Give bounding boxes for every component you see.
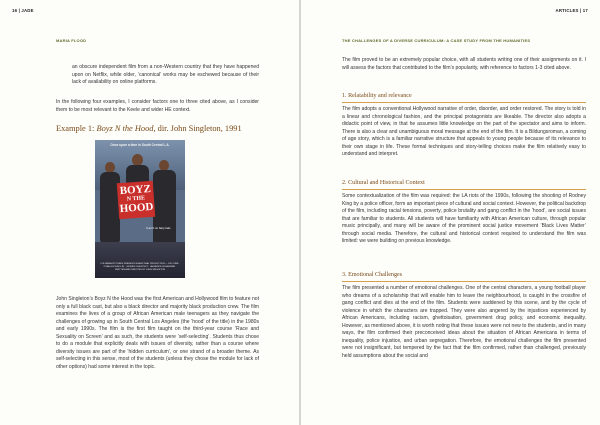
poster-title-line: BOYZ	[119, 182, 152, 198]
poster-credits: COLUMBIA PICTURES PRESENTS A NEW DEAL PRODUCTION — ICE CUBE · CUBA GOODING JR. · MORRIS CHESTNUT · LAURENCE FISHBURNE · WRITTEN AND DIRECTED BY JOHN SINGLETON	[100, 263, 180, 271]
section-tag-left: MARIA FLOOD	[56, 38, 87, 43]
subheading-relatability: 1. Relatability and relevance	[342, 93, 412, 99]
poster-figure	[153, 170, 176, 245]
subheading-emotional: 3. Emotional Challenges	[342, 272, 403, 278]
right-page	[301, 0, 600, 425]
section-1-paragraph: The film adopts a conventional Hollywood narrative of order, disorder, and order restored. The story is told in a linear and chronological fashion, and the principal protagonists are likeable. The director also adopts a didactic point of view, in that he assumes little knowledge on the part of the spectator and aims to inform. There is also a clear and unambiguous moral message at the end of the film. It is a Bildungsroman, a coming of age story, which is a familiar narrative structure that appeals to young people because of its relevance to their own stage in life. These formal techniques and story-telling choices make the film relatively easy to understand and interpret.	[342, 106, 586, 158]
section-1-block	[342, 106, 586, 166]
left-page	[0, 0, 299, 425]
section-3-paragraph: The film presented a number of emotional challenges. One of the central characters, a young football player who dreams of a scholarship that will enable him to leave the neighbourhood, is caught in the crossfire of gang conflict and dies at the end of the film. Students were saddened by this scene, and by the cycle of violence in which the characters are trapped. They were also angered by the injustices experienced by African Americans, including racism, ghettoisation, government drug policy, and economic inequality. However, as mentioned above, it is worth noting that these issues were not new to the students, and in many ways, the film confirmed their preconceived ideas about the situation of African Americans in terms of inequality, police injustice, and urban segregation. Therefore, the emotional challenges the film presented were not insignificant, but tempered by the fact that the film confirmed, rather than challenged, previously held assumptions about the social and	[342, 285, 586, 359]
example-heading	[56, 124, 242, 133]
example-heading-title: Boyz N the Hood	[96, 124, 154, 133]
indented-quote	[72, 64, 259, 94]
movie-poster-image	[95, 140, 185, 278]
intro-paragraph-right: The film proved to be an extremely popular choice, with all students writing one of their assignments on it. I will assess the factors that contributed to the film’s popularity, with reference to factors 1-3 cited above.	[342, 57, 586, 71]
intro-block	[56, 99, 259, 121]
running-head-right: ARTICLES | 17	[555, 8, 588, 13]
intro-block-right	[342, 57, 586, 79]
poster-title-line: HOOD	[119, 200, 154, 216]
poster-title-block	[117, 181, 155, 219]
poster-title-line: N THE	[126, 195, 146, 203]
closing-block	[56, 296, 259, 378]
subheading-context: 2. Cultural and Historical Context	[342, 180, 425, 186]
poster-tagline: Once upon a time in South Central L.A.	[110, 143, 170, 147]
heading-rule	[342, 102, 586, 103]
section-3-block	[342, 285, 586, 367]
quote-paragraph: an obscure independent film from a non-Western country that they have happened upon on Netflix, while older, ‘canonical’ works may be eschewed because of their lack of availability on online platforms.	[72, 64, 259, 86]
section-2-paragraph: Some contextualization of the film was required: the LA riots of the 1990s, following the shooting of Rodney King by a police officer, form an important piece of cultural and social context. However, the political backdrop of the film, including racial tensions, poverty, police brutality and gang conflict in the ‘hood’, are social issues that are familiar to students. All students will have familiarity with African American culture, through popular music principally, and many will be aware of the prominent social justice movement ‘Black Lives Matter’ through social media. Therefore, the cultural and historical context required to understand the film was limited: we were building on previous knowledge.	[342, 193, 586, 245]
heading-rule	[342, 189, 586, 190]
running-head-left: 16 | JADE	[12, 8, 34, 13]
intro-paragraph: In the following four examples, I consider factors one to three cited above, as I consider them to be most relevant to the Keele and wider HE context.	[56, 99, 259, 113]
heading-rule	[342, 281, 586, 282]
example-heading-suffix: , dir. John Singleton, 1991	[153, 124, 242, 133]
poster-slogan: It ain't no fairy tale.	[146, 226, 172, 230]
closing-paragraph: John Singleton’s Boyz N the Hood was the first American and Hollywood film to feature not only a full black cast, but also a black director and majority black production crew. The film examines the lives of a group of African American male teenagers as they navigate the challenges of growing up in South Central Los Angeles (the ‘hood’ of the title) in the 1980s and early 1990s. The film is the first film taught on the third-year course ‘Race and Sexuality on Screen’ and as such, the students were ‘self-selecting’. Students thus chose to do a module that explicitly deals with issues of diversity, rather than a course where diversity issues are part of the ‘hidden curriculum’, or one strand of a broader theme. As self-selecting in this sense, most of the students (unless they chose the module for lack of other options) had some interest in the topic.	[56, 296, 259, 370]
example-heading-prefix: Example 1:	[56, 124, 95, 133]
section-2-block	[342, 193, 586, 253]
poster-ground	[95, 242, 185, 278]
section-tag-right: THE CHALLENGES OF A DIVERSE CURRICULUM: A CASE STUDY FROM THE HUMANITIES	[342, 38, 531, 43]
